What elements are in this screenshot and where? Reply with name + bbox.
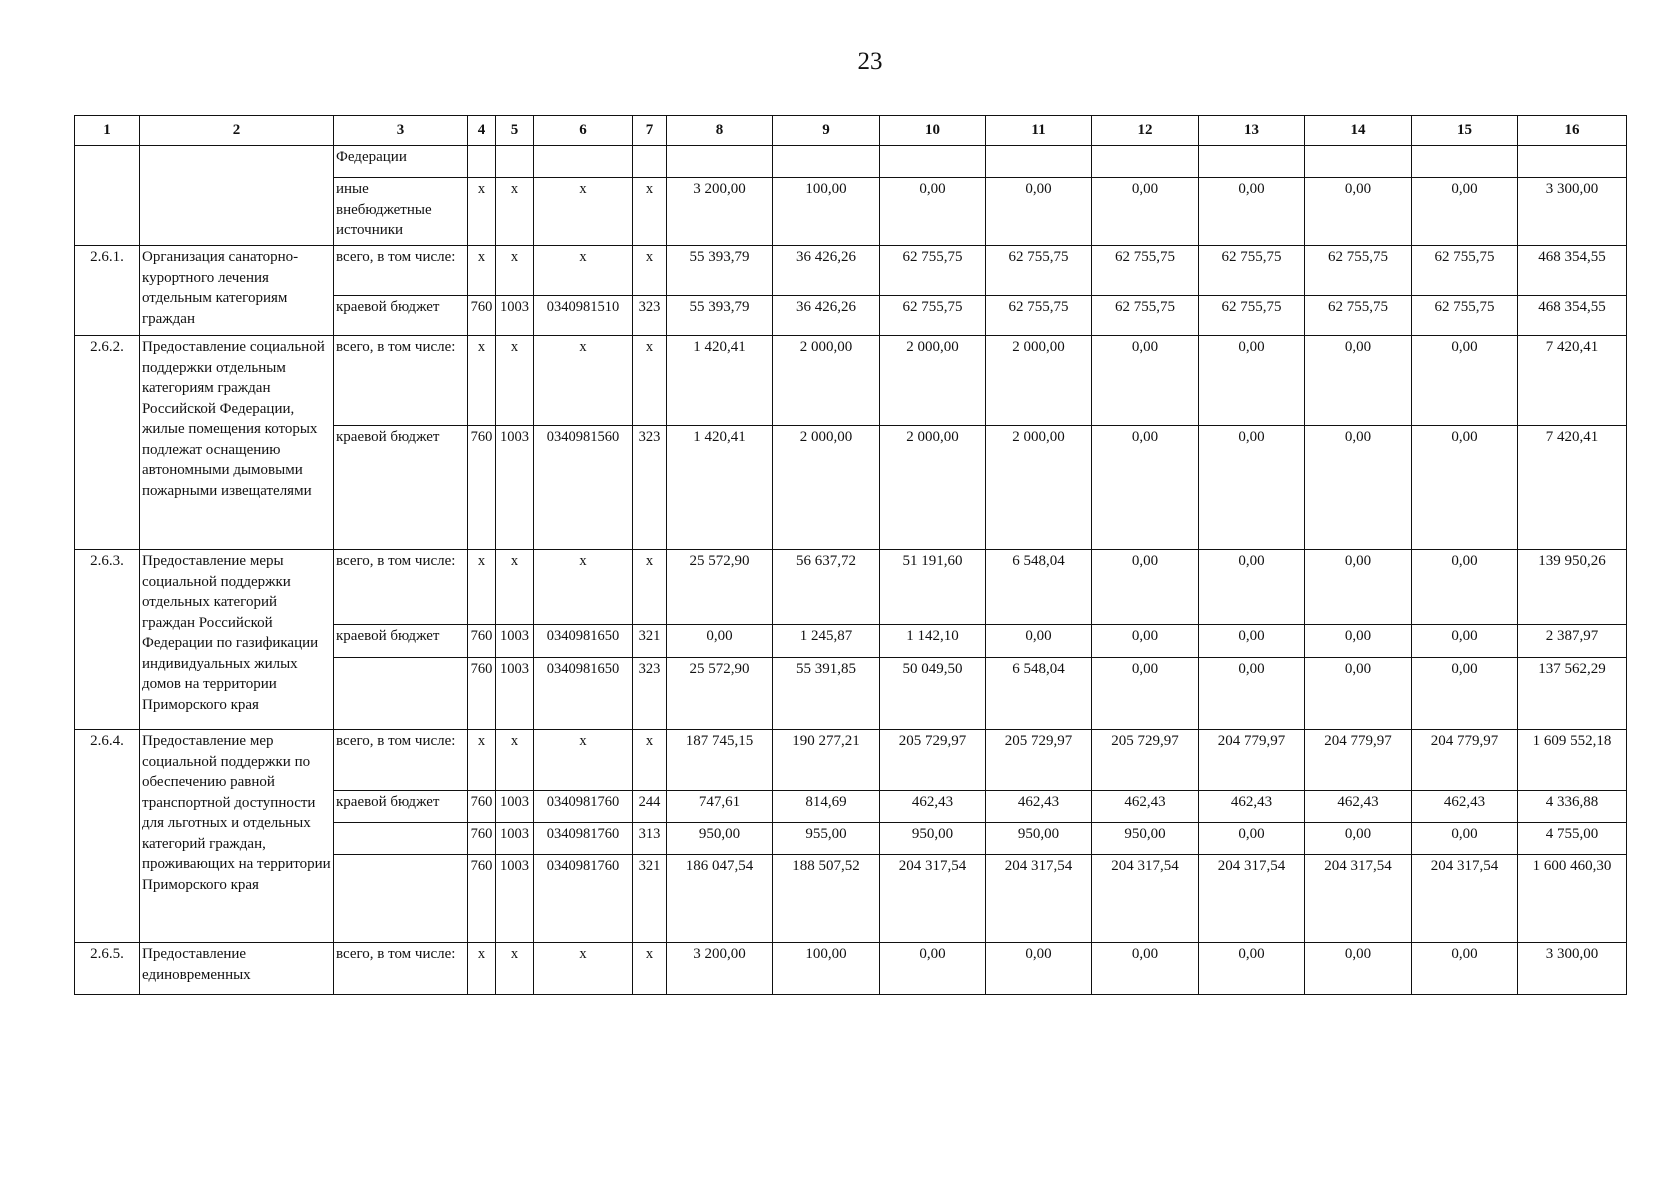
code-grbs: x xyxy=(468,550,496,625)
code-target: 0340981760 xyxy=(534,855,633,943)
amount-col-8: 55 393,79 xyxy=(667,246,773,296)
amount-col-11: 2 000,00 xyxy=(986,426,1092,550)
funding-source: всего, в том числе: xyxy=(334,730,468,791)
amount-col-13: 204 317,54 xyxy=(1199,855,1305,943)
amount-col-12: 204 317,54 xyxy=(1092,855,1199,943)
amount-col-15: 0,00 xyxy=(1412,625,1518,658)
amount-col-16: 137 562,29 xyxy=(1518,658,1627,730)
funding-source: всего, в том числе: xyxy=(334,336,468,426)
code-section: 1003 xyxy=(496,426,534,550)
amount-col-13: 0,00 xyxy=(1199,550,1305,625)
code-section: x xyxy=(496,336,534,426)
amount-col-16: 7 420,41 xyxy=(1518,336,1627,426)
amount-col-15: 0,00 xyxy=(1412,178,1518,246)
code-target: 0340981760 xyxy=(534,823,633,855)
amount-col-11: 462,43 xyxy=(986,791,1092,823)
amount-col-12: 462,43 xyxy=(1092,791,1199,823)
amount-col-11: 0,00 xyxy=(986,178,1092,246)
code-expense-type: x xyxy=(633,178,667,246)
code-target: 0340981510 xyxy=(534,296,633,336)
code-target: x xyxy=(534,943,633,995)
amount-col-10: 1 142,10 xyxy=(880,625,986,658)
code-grbs: x xyxy=(468,336,496,426)
code-target: x xyxy=(534,336,633,426)
item-number: 2.6.5. xyxy=(75,943,140,995)
code-expense-type: x xyxy=(633,246,667,296)
amount-col-12: 950,00 xyxy=(1092,823,1199,855)
code-section xyxy=(496,146,534,178)
amount-col-15: 0,00 xyxy=(1412,550,1518,625)
amount-col-14: 462,43 xyxy=(1305,791,1412,823)
amount-col-10: 62 755,75 xyxy=(880,296,986,336)
amount-col-8 xyxy=(667,146,773,178)
amount-col-16: 468 354,55 xyxy=(1518,296,1627,336)
funding-source: краевой бюджет xyxy=(334,426,468,550)
column-header-4: 4 xyxy=(468,116,496,146)
code-expense-type: 313 xyxy=(633,823,667,855)
amount-col-15: 0,00 xyxy=(1412,823,1518,855)
funding-source: краевой бюджет xyxy=(334,625,468,658)
column-header-6: 6 xyxy=(534,116,633,146)
code-section: x xyxy=(496,246,534,296)
amount-col-10: 51 191,60 xyxy=(880,550,986,625)
amount-col-12: 62 755,75 xyxy=(1092,296,1199,336)
amount-col-9: 36 426,26 xyxy=(773,246,880,296)
amount-col-13: 0,00 xyxy=(1199,336,1305,426)
code-grbs: x xyxy=(468,730,496,791)
code-expense-type: x xyxy=(633,336,667,426)
code-target: 0340981650 xyxy=(534,625,633,658)
item-title: Предоставление меры социальной поддержки отдельных категорий граждан Российской Федерации по газификации индивидуальных жилых домов на территории Приморского края xyxy=(140,550,334,730)
amount-col-9: 814,69 xyxy=(773,791,880,823)
amount-col-12: 0,00 xyxy=(1092,550,1199,625)
amount-col-9: 56 637,72 xyxy=(773,550,880,625)
header-row xyxy=(75,116,1627,146)
column-header-11: 11 xyxy=(986,116,1092,146)
column-header-9: 9 xyxy=(773,116,880,146)
amount-col-13: 0,00 xyxy=(1199,625,1305,658)
amount-col-8: 3 200,00 xyxy=(667,943,773,995)
item-number: 2.6.4. xyxy=(75,730,140,943)
amount-col-14: 0,00 xyxy=(1305,550,1412,625)
table-row xyxy=(75,550,1627,625)
amount-col-16: 4 336,88 xyxy=(1518,791,1627,823)
amount-col-11: 950,00 xyxy=(986,823,1092,855)
code-section: x xyxy=(496,178,534,246)
column-header-16: 16 xyxy=(1518,116,1627,146)
code-section: 1003 xyxy=(496,625,534,658)
funding-source: всего, в том числе: xyxy=(334,943,468,995)
amount-col-8: 0,00 xyxy=(667,625,773,658)
amount-col-11: 6 548,04 xyxy=(986,658,1092,730)
code-section: 1003 xyxy=(496,823,534,855)
amount-col-13: 62 755,75 xyxy=(1199,296,1305,336)
code-section: 1003 xyxy=(496,791,534,823)
code-target: 0340981650 xyxy=(534,658,633,730)
amount-col-16: 1 600 460,30 xyxy=(1518,855,1627,943)
amount-col-15: 0,00 xyxy=(1412,658,1518,730)
amount-col-12: 0,00 xyxy=(1092,658,1199,730)
item-number: 2.6.1. xyxy=(75,246,140,336)
code-expense-type: 321 xyxy=(633,855,667,943)
code-section: 1003 xyxy=(496,855,534,943)
code-section: 1003 xyxy=(496,296,534,336)
item-title: Организация санаторно-курортного лечения отдельным категориям граждан xyxy=(140,246,334,336)
amount-col-10: 2 000,00 xyxy=(880,336,986,426)
amount-col-14: 204 317,54 xyxy=(1305,855,1412,943)
amount-col-13: 0,00 xyxy=(1199,943,1305,995)
amount-col-11: 205 729,97 xyxy=(986,730,1092,791)
code-grbs: 760 xyxy=(468,823,496,855)
funding-source xyxy=(334,823,468,855)
amount-col-12: 0,00 xyxy=(1092,336,1199,426)
amount-col-10: 204 317,54 xyxy=(880,855,986,943)
budget-table xyxy=(74,115,1627,995)
amount-col-14: 0,00 xyxy=(1305,943,1412,995)
amount-col-15: 0,00 xyxy=(1412,943,1518,995)
item-title xyxy=(140,146,334,246)
amount-col-8: 25 572,90 xyxy=(667,658,773,730)
amount-col-10: 205 729,97 xyxy=(880,730,986,791)
table-row xyxy=(75,246,1627,296)
amount-col-14: 0,00 xyxy=(1305,823,1412,855)
column-header-12: 12 xyxy=(1092,116,1199,146)
amount-col-11: 62 755,75 xyxy=(986,246,1092,296)
amount-col-15: 204 779,97 xyxy=(1412,730,1518,791)
amount-col-10: 0,00 xyxy=(880,943,986,995)
amount-col-9: 190 277,21 xyxy=(773,730,880,791)
funding-source xyxy=(334,658,468,730)
amount-col-10: 462,43 xyxy=(880,791,986,823)
amount-col-14: 0,00 xyxy=(1305,178,1412,246)
amount-col-12 xyxy=(1092,146,1199,178)
amount-col-16: 4 755,00 xyxy=(1518,823,1627,855)
amount-col-9: 100,00 xyxy=(773,178,880,246)
amount-col-14 xyxy=(1305,146,1412,178)
amount-col-9: 100,00 xyxy=(773,943,880,995)
table-row xyxy=(75,336,1627,426)
amount-col-9: 1 245,87 xyxy=(773,625,880,658)
amount-col-14: 0,00 xyxy=(1305,625,1412,658)
amount-col-13: 0,00 xyxy=(1199,823,1305,855)
code-grbs xyxy=(468,146,496,178)
amount-col-8: 186 047,54 xyxy=(667,855,773,943)
amount-col-10: 950,00 xyxy=(880,823,986,855)
amount-col-13: 62 755,75 xyxy=(1199,246,1305,296)
amount-col-11: 62 755,75 xyxy=(986,296,1092,336)
code-target: 0340981560 xyxy=(534,426,633,550)
code-grbs: 760 xyxy=(468,426,496,550)
code-target: x xyxy=(534,178,633,246)
code-grbs: x xyxy=(468,178,496,246)
code-section: x xyxy=(496,550,534,625)
code-expense-type: 323 xyxy=(633,658,667,730)
amount-col-9: 955,00 xyxy=(773,823,880,855)
amount-col-8: 25 572,90 xyxy=(667,550,773,625)
column-header-8: 8 xyxy=(667,116,773,146)
amount-col-14: 62 755,75 xyxy=(1305,296,1412,336)
amount-col-15 xyxy=(1412,146,1518,178)
amount-col-13: 0,00 xyxy=(1199,178,1305,246)
code-expense-type: 323 xyxy=(633,426,667,550)
amount-col-14: 0,00 xyxy=(1305,336,1412,426)
amount-col-8: 1 420,41 xyxy=(667,336,773,426)
amount-col-12: 62 755,75 xyxy=(1092,246,1199,296)
table-row xyxy=(75,943,1627,995)
code-target: x xyxy=(534,550,633,625)
code-grbs: 760 xyxy=(468,791,496,823)
amount-col-11: 6 548,04 xyxy=(986,550,1092,625)
amount-col-16: 3 300,00 xyxy=(1518,178,1627,246)
amount-col-15: 62 755,75 xyxy=(1412,296,1518,336)
code-expense-type: 323 xyxy=(633,296,667,336)
column-header-3: 3 xyxy=(334,116,468,146)
amount-col-9: 188 507,52 xyxy=(773,855,880,943)
amount-col-15: 462,43 xyxy=(1412,791,1518,823)
amount-col-10: 0,00 xyxy=(880,178,986,246)
amount-col-16: 139 950,26 xyxy=(1518,550,1627,625)
amount-col-8: 950,00 xyxy=(667,823,773,855)
amount-col-14: 0,00 xyxy=(1305,426,1412,550)
amount-col-14: 0,00 xyxy=(1305,658,1412,730)
code-grbs: 760 xyxy=(468,625,496,658)
item-number: 2.6.3. xyxy=(75,550,140,730)
code-expense-type: x xyxy=(633,730,667,791)
funding-source: краевой бюджет xyxy=(334,296,468,336)
code-expense-type: 321 xyxy=(633,625,667,658)
amount-col-13: 0,00 xyxy=(1199,426,1305,550)
page-number: 23 xyxy=(857,48,883,75)
amount-col-9 xyxy=(773,146,880,178)
funding-source: всего, в том числе: xyxy=(334,246,468,296)
funding-source: всего, в том числе: xyxy=(334,550,468,625)
funding-source: иные внебюджетные источники xyxy=(334,178,468,246)
amount-col-16: 2 387,97 xyxy=(1518,625,1627,658)
table-row xyxy=(75,146,1627,178)
funding-source: краевой бюджет xyxy=(334,791,468,823)
amount-col-10: 50 049,50 xyxy=(880,658,986,730)
amount-col-10 xyxy=(880,146,986,178)
column-header-2: 2 xyxy=(140,116,334,146)
code-expense-type: x xyxy=(633,943,667,995)
amount-col-16: 7 420,41 xyxy=(1518,426,1627,550)
amount-col-16: 3 300,00 xyxy=(1518,943,1627,995)
column-header-14: 14 xyxy=(1305,116,1412,146)
code-grbs: 760 xyxy=(468,296,496,336)
funding-source: Федерации xyxy=(334,146,468,178)
code-grbs: x xyxy=(468,943,496,995)
code-expense-type: x xyxy=(633,550,667,625)
amount-col-12: 0,00 xyxy=(1092,426,1199,550)
amount-col-13: 0,00 xyxy=(1199,658,1305,730)
code-target: 0340981760 xyxy=(534,791,633,823)
amount-col-16: 468 354,55 xyxy=(1518,246,1627,296)
amount-col-9: 2 000,00 xyxy=(773,336,880,426)
amount-col-9: 2 000,00 xyxy=(773,426,880,550)
amount-col-16 xyxy=(1518,146,1627,178)
code-expense-type xyxy=(633,146,667,178)
amount-col-9: 55 391,85 xyxy=(773,658,880,730)
amount-col-15: 0,00 xyxy=(1412,426,1518,550)
item-title: Предоставление мер социальной поддержки по обеспечению равной транспортной доступности для льготных и отдельных категорий граждан, проживающих на территории Приморского края xyxy=(140,730,334,943)
amount-col-8: 187 745,15 xyxy=(667,730,773,791)
item-number xyxy=(75,146,140,246)
amount-col-11: 0,00 xyxy=(986,625,1092,658)
amount-col-12: 0,00 xyxy=(1092,625,1199,658)
amount-col-8: 747,61 xyxy=(667,791,773,823)
column-header-7: 7 xyxy=(633,116,667,146)
amount-col-15: 0,00 xyxy=(1412,336,1518,426)
code-expense-type: 244 xyxy=(633,791,667,823)
amount-col-11: 2 000,00 xyxy=(986,336,1092,426)
amount-col-11: 0,00 xyxy=(986,943,1092,995)
code-section: x xyxy=(496,730,534,791)
column-header-10: 10 xyxy=(880,116,986,146)
amount-col-9: 36 426,26 xyxy=(773,296,880,336)
amount-col-11: 204 317,54 xyxy=(986,855,1092,943)
amount-col-11 xyxy=(986,146,1092,178)
amount-col-12: 0,00 xyxy=(1092,943,1199,995)
amount-col-8: 3 200,00 xyxy=(667,178,773,246)
amount-col-13: 204 779,97 xyxy=(1199,730,1305,791)
code-section: x xyxy=(496,943,534,995)
amount-col-15: 62 755,75 xyxy=(1412,246,1518,296)
column-header-15: 15 xyxy=(1412,116,1518,146)
item-title: Предоставление единовременных xyxy=(140,943,334,995)
code-target: x xyxy=(534,730,633,791)
code-section: 1003 xyxy=(496,658,534,730)
amount-col-12: 205 729,97 xyxy=(1092,730,1199,791)
amount-col-8: 1 420,41 xyxy=(667,426,773,550)
amount-col-15: 204 317,54 xyxy=(1412,855,1518,943)
code-target: x xyxy=(534,246,633,296)
amount-col-13: 462,43 xyxy=(1199,791,1305,823)
code-grbs: x xyxy=(468,246,496,296)
column-header-13: 13 xyxy=(1199,116,1305,146)
amount-col-13 xyxy=(1199,146,1305,178)
funding-source xyxy=(334,855,468,943)
item-title: Предоставление социальной поддержки отдельным категориям граждан Российской Федерации, жилые помещения которых подлежат оснащению автономными дымовыми пожарными извещателями xyxy=(140,336,334,550)
amount-col-14: 62 755,75 xyxy=(1305,246,1412,296)
amount-col-8: 55 393,79 xyxy=(667,296,773,336)
amount-col-14: 204 779,97 xyxy=(1305,730,1412,791)
column-header-5: 5 xyxy=(496,116,534,146)
code-target xyxy=(534,146,633,178)
amount-col-12: 0,00 xyxy=(1092,178,1199,246)
column-header-1: 1 xyxy=(75,116,140,146)
code-grbs: 760 xyxy=(468,658,496,730)
code-grbs: 760 xyxy=(468,855,496,943)
amount-col-10: 2 000,00 xyxy=(880,426,986,550)
amount-col-10: 62 755,75 xyxy=(880,246,986,296)
table-row xyxy=(75,730,1627,791)
item-number: 2.6.2. xyxy=(75,336,140,550)
amount-col-16: 1 609 552,18 xyxy=(1518,730,1627,791)
